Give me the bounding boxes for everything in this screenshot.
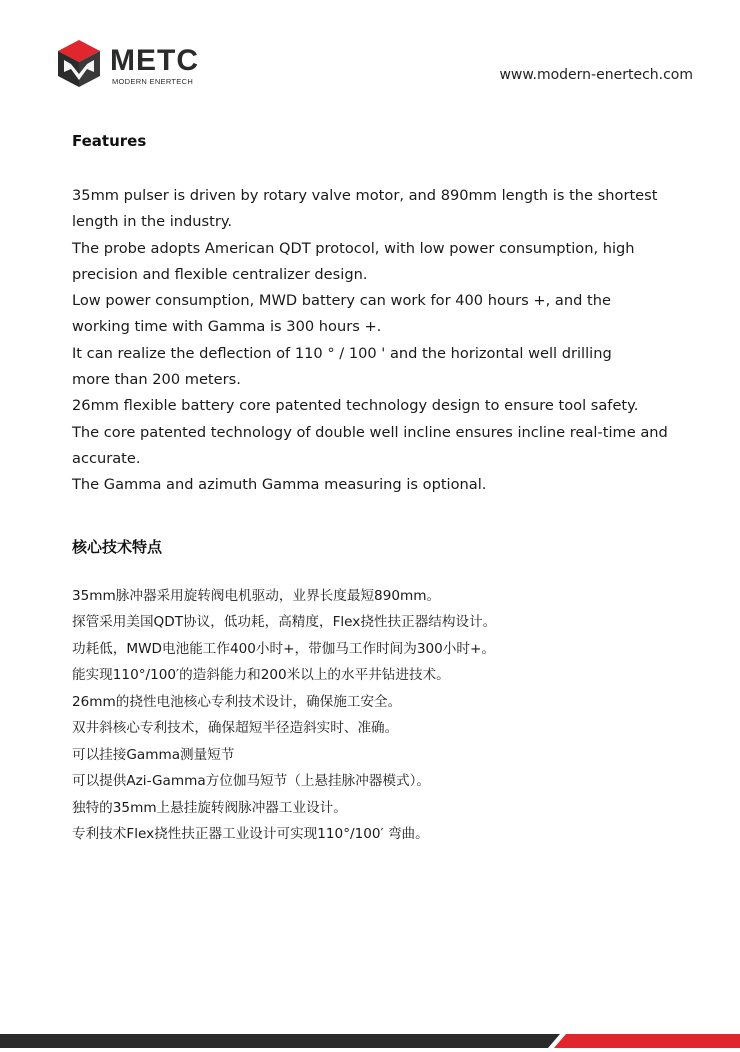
feature-cn-line: 可以提供Azi-Gamma方位伽马短节（上悬挂脉冲器模式）。: [72, 773, 430, 790]
feature-line: 26mm flexible battery core patented technology design to ensure tool safety.: [72, 397, 639, 415]
features-en-list: [72, 183, 696, 499]
feature-cn-line: 26mm的挠性电池核心专利技术设计，确保施工安全。: [72, 693, 402, 710]
features-cn-list: [72, 583, 696, 848]
feature-line: The Gamma and azimuth Gamma measuring is optional.: [72, 476, 487, 494]
feature-line: The core patented technology of double well incline ensures incline real-time and: [72, 423, 668, 441]
feature-cn-line: 专利技术Flex挠性扶正器工业设计可实现110°/100′ 弯曲。: [72, 826, 429, 843]
feature-line: working time with Gamma is 300 hours +.: [72, 318, 382, 336]
feature-line: 35mm pulser is driven by rotary valve motor, and 890mm length is the shortest: [72, 187, 658, 204]
footer-stripe: [0, 1030, 740, 1048]
feature-cn-line: 独特的35mm上悬挂旋转阀脉冲器工业设计。: [72, 799, 347, 816]
feature-line: precision and flexible centralizer design.: [72, 265, 368, 283]
feature-cn-line: 35mm脉冲器采用旋转阀电机驱动，业界长度最短890mm。: [72, 587, 441, 604]
feature-cn-line: 可以挂接Gamma测量短节: [72, 746, 235, 763]
website-url[interactable]: www.modern-enertech.com: [499, 67, 693, 83]
feature-line: length in the industry.: [72, 213, 233, 231]
feature-cn-line: 能实现110°/100′的造斜能力和200米以上的水平井钻进技术。: [72, 667, 450, 684]
feature-cn-line: 探管采用美国QDT协议，低功耗，高精度，Flex挠性扶正器结构设计。: [72, 614, 497, 631]
feature-line: more than 200 meters.: [72, 371, 241, 389]
feature-line: accurate.: [72, 449, 141, 467]
document-body: [72, 131, 696, 848]
feature-line: The probe adopts American QDT protocol, with low power consumption, high: [72, 239, 635, 257]
feature-cn-line: 功耗低，MWD电池能工作400小时+，带伽马工作时间为300小时+。: [72, 640, 495, 657]
metc-logo: [56, 38, 226, 90]
feature-line: Low power consumption, MWD battery can work for 400 hours +, and the: [72, 292, 611, 310]
feature-cn-line: 双井斜核心专利技术，确保超短半径造斜实时、准确。: [72, 720, 399, 737]
logo-subtitle: MODERN ENERTECH: [112, 77, 194, 86]
cube-logo-icon: [56, 38, 108, 90]
feature-line: It can realize the deflection of 110 ° / 100 ' and the horizontal well drilling: [72, 344, 612, 362]
features-heading: Features: [72, 132, 147, 150]
features-cn-heading: 核心技术特点: [72, 537, 163, 556]
page-header: [0, 0, 740, 110]
footer-band: [0, 1030, 740, 1048]
logo-text: METC: [110, 44, 199, 77]
